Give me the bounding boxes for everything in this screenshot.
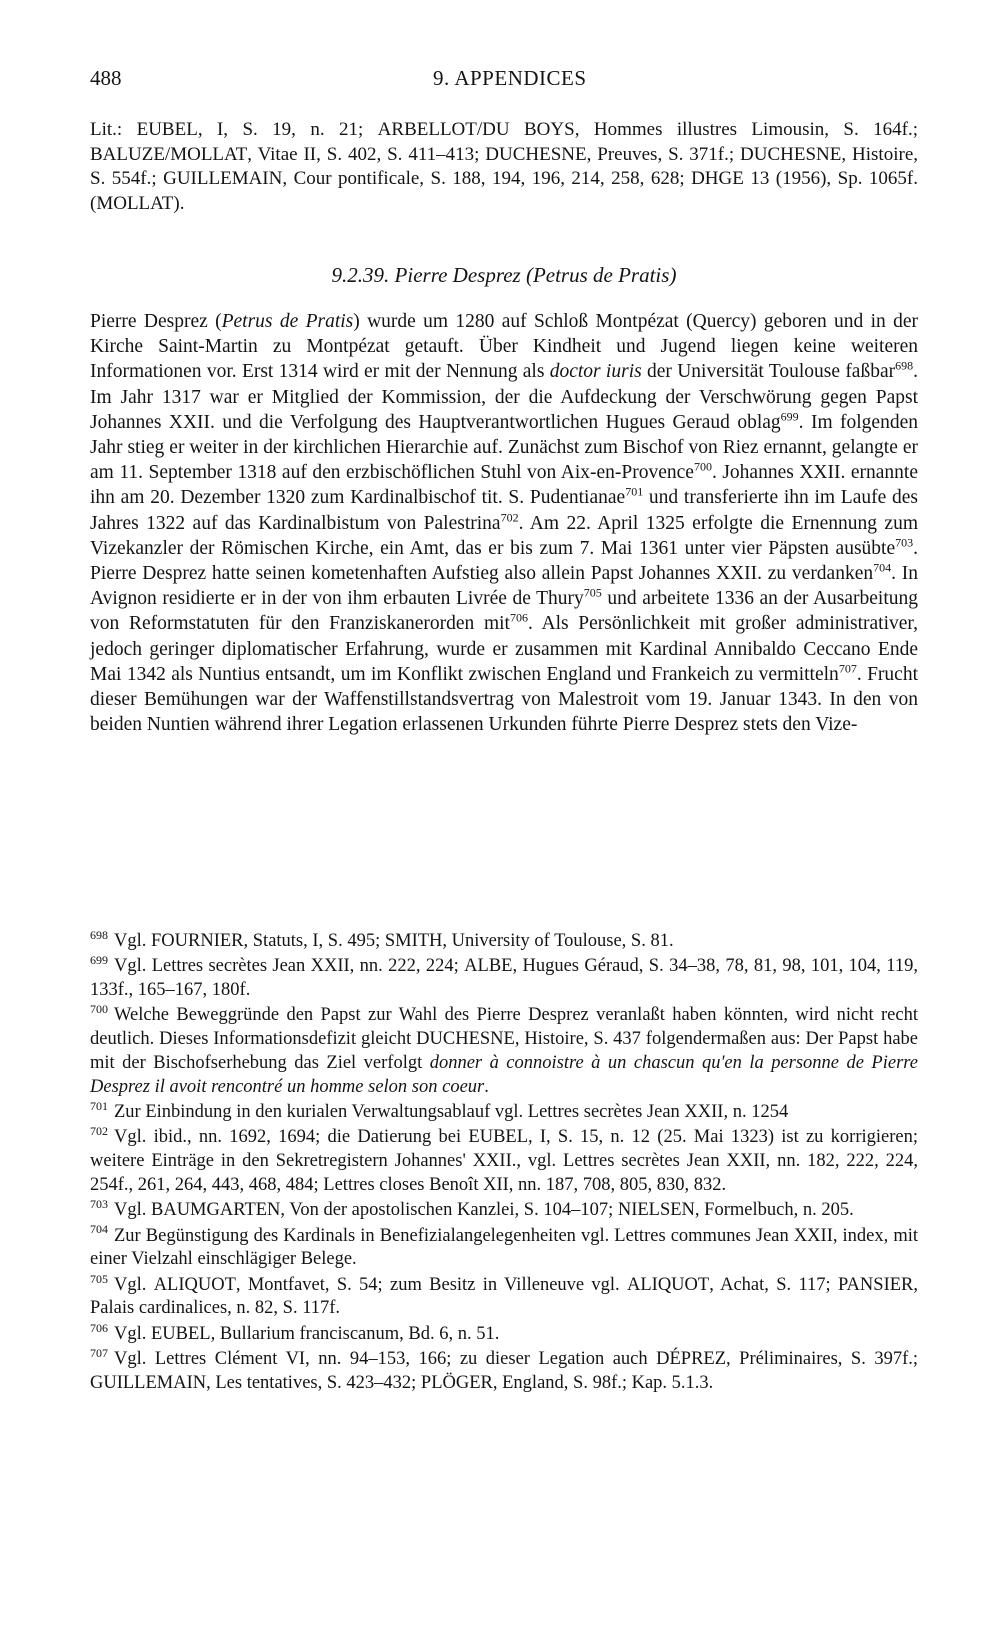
footnote-707 [90,1345,918,1396]
footnote-author: FOURNIER [151,931,244,951]
footnote-text: , Palais cardinalices, n. 82, S. 117f. [90,1274,918,1319]
lit-text: , Vitae II, S. 402, S. 411–413; [247,143,486,165]
footnote-ref[interactable]: 702 [500,510,519,525]
body-text: und transferierte ihn im Laufe des Jahres 1322 auf das Kardinalbistum von Palestrina [90,487,918,534]
footnote-ref[interactable]: 698 [895,358,914,373]
footnote-text: , Formelbuch, n. 205. [694,1200,854,1221]
footnote-text: , Montfavet, S. 54; zum Besitz in Villeneuve vgl. [235,1274,627,1295]
body-text: Pierre Desprez ( [90,311,222,332]
lit-author: DUCHESNE [485,143,587,165]
footnote-ref[interactable]: 699 [780,409,799,424]
footnote-text: Vgl. [114,1323,151,1344]
lit-author: MOLLAT [96,192,174,214]
body-text: . Johannes XXII. ernannte ihn am 20. Dezember 1320 zum Kardinalbischof tit. S. Pudentianae [90,462,919,509]
footnotes [90,927,918,1397]
lit-text: , Hommes illustres Limousin, S. 164f.; [574,119,918,140]
footnote-text: , Histoire, S. 437 folgendermaßen aus: Der Papst habe mit der Bischofserhebung das Ziel verfolgt [90,1029,918,1073]
footnote-text: , Les tentatives, S. 423–432; [206,1372,421,1393]
footnote-text: , Statuts, I, S. 495; [243,931,385,951]
literature-list [90,118,918,216]
footnote-number: 706 [90,1320,108,1335]
lit-author: ARBELLOT/DU BOYS [377,119,575,140]
footnote-author: ALBE [464,956,513,977]
footnote-703 [90,1199,918,1223]
body-text: . Im folgenden Jahr stieg er weiter in der kirchlichen Hierarchie auf. Zunächst zum Bischof von Riez ernannt, gelangte er am 11. September 1318 auf den erzbischöflichen Stuhl von Aix-en-Provence [90,411,918,484]
footnote-author: ALIQUOT [153,1274,236,1295]
body-italic: Petrus de Pratis [221,311,354,332]
footnote-text: . [484,1076,489,1097]
body-paragraph [90,309,918,737]
lit-author: EUBEL [136,119,198,140]
footnote-number: 705 [90,1271,108,1286]
footnote-705 [90,1271,918,1322]
footnote-author: NIELSEN [617,1200,695,1221]
footnote-number: 701 [90,1098,108,1113]
body-text: . Als Persönlichkeit mit großer administrativer, jedoch geringer diplomatischer Erfahrung, wurde er zusammen mit Kardinal Annibaldo Ceccano Ende Mai 1342 als Nuntius entsandt, um im Konflikt zwischen England und Frankeich zu vermitteln [90,613,918,685]
body-text: . Frucht dieser Bemühungen war der Waffenstillstandsvertrag von Malestroit vom 19. Januar 1343. In den von beiden Nuntien während ihrer Legation erlassenen Urkunden führte Pierre Desprez stets den Vize- [90,663,919,736]
body-text: und arbeitete 1336 an der Ausarbeitung von Reformstatuten für den Franziskanerorden mit [90,588,919,635]
footnote-text: Welche Beweggründe den Papst zur Wahl des Pierre Desprez veranlaßt haben könnten, wird nicht recht deutlich. Dieses Informationsdefizit gleicht [90,1005,918,1050]
footnote-text: , Von der apostolischen Kanzlei, S. 104–107; [280,1200,618,1221]
footnote-ref[interactable]: 703 [895,535,914,550]
footnote-number: 702 [90,1124,108,1139]
footnote-698 [90,927,918,954]
footnote-text: Vgl. [114,931,151,951]
footnote-number: 703 [90,1197,108,1212]
footnote-text: Vgl. Lettres secrètes Jean XXII, nn. 222, 224; [114,956,465,977]
footnote-699 [90,955,918,1003]
footnote-702 [90,1126,918,1197]
footnote-author: GUILLEMAIN [90,1372,207,1393]
body-text: . Im Jahr 1317 war er Mitglied der Kommission, der die Aufdeckung der Verschwörung gegen Papst Johannes XXII. und die Verfolgung des Hauptverantwortlichen Hugues Geraud oblag [90,361,918,433]
footnote-706 [90,1320,918,1347]
footnote-author: PANSIER [837,1274,914,1295]
footnote-author: DUCHESNE [416,1029,515,1050]
book-page [90,60,919,1393]
footnote-700 [90,1004,918,1099]
footnote-ref[interactable]: 707 [838,661,857,676]
footnote-ref[interactable]: 705 [583,585,602,600]
lit-author: BALUZE/MOLLAT [90,143,248,165]
lit-text: , I, S. 19, n. 21; [197,119,378,140]
footnote-ref[interactable]: 700 [693,459,712,474]
lit-label: Lit.: [90,119,137,140]
lit-text: ). [173,192,185,214]
footnote-ref[interactable]: 704 [873,560,892,575]
footnote-text: , Préliminaires, S. 397f.; [726,1349,918,1370]
footnote-text: , Hugues Géraud, S. 34–38, 78, 81, 98, 101, 104, 119, 133f., 165–167, 180f. [90,956,918,1001]
footnote-text: Zur Einbindung in den kurialen Verwaltungsablauf vgl. Lettres secrètes Jean XXII, n. 1254 [114,1102,789,1123]
section-heading [90,261,918,289]
footnote-author: BAUMGARTEN [151,1200,281,1221]
footnote-author: DÉPREZ [656,1349,727,1370]
footnote-ref[interactable]: 706 [509,610,528,625]
lit-author: DUCHESNE [740,143,842,165]
footnote-number: 704 [90,1222,108,1237]
footnote-author: PLÖGER [420,1372,493,1393]
footnote-author: ALIQUOT [627,1274,710,1295]
footnote-text: Zur Begünstigung des Kardinals in Benefizialangelegenheiten vgl. Lettres communes Jean XXII, index, mit einer Vielzahl einschlägiger Belege. [90,1225,918,1270]
page-header [90,60,918,100]
footnote-text: Vgl. [114,1200,151,1221]
footnote-author: SMITH [384,931,443,951]
lit-text: , Preuves, S. 371f.; [586,143,741,165]
lit-text: , Histoire, S. 554f.; [90,143,918,189]
body-text: . Pierre Desprez hatte seinen kometenhaften Aufstieg also allein Papst Johannes XXII. zu verdanken [90,537,918,585]
footnote-author: EUBEL [468,1127,529,1148]
section-title: Pierre Desprez (Petrus de Pratis) [389,263,677,287]
body-italic: doctor iuris [549,361,642,383]
footnote-701 [90,1098,918,1125]
footnote-number: 707 [90,1345,108,1360]
footnote-text: , Achat, S. 117; [709,1274,838,1295]
footnote-text: , University of Toulouse, S. 81. [442,931,674,951]
footnote-text: , Bullarium franciscanum, Bd. 6, n. 51. [210,1323,500,1344]
page-number: 488 [90,66,122,90]
body-text: ) wurde um 1280 auf Schloß Montpézat (Quercy) geboren und in der Kirche Saint-Martin zu Montpézat getauft. Über Kindheit und Jugend liegen keine weiteren Informationen vor. Erst 1314 wird er mit der Nennung als [90,311,919,383]
body-text: . In Avignon residierte er in der von ihm erbauten Livrée de Thury [90,563,918,610]
body-text: der Universität Toulouse faßbar [641,361,896,383]
footnote-text: Vgl. [114,1274,154,1295]
lit-author: GUILLEMAIN [163,168,283,189]
footnote-number: 700 [90,1002,108,1017]
running-title: 9. APPENDICES [433,66,587,90]
footnote-ref[interactable]: 701 [625,484,644,499]
footnote-author: EUBEL [151,1323,211,1344]
footnote-number: 699 [90,953,108,968]
footnote-text: Vgl. ibid., nn. 1692, 1694; die Datierung bei [114,1127,469,1148]
footnote-quote: donner à connoistre à un chascun qu'en la personne de Pierre Desprez il avoit rencontré un homme selon son coeur [90,1052,918,1097]
lit-text: , Cour pontificale, S. 188, 194, 196, 214, 258, 628; DHGE 13 (1956), Sp. 1065f. ( [90,168,918,214]
footnote-text: , England, S. 98f.; Kap. 5.1.3. [492,1372,714,1393]
footnote-number: 698 [90,927,108,942]
footnote-704 [90,1222,918,1273]
footnote-text: Vgl. Lettres Clément VI, nn. 94–153, 166; zu dieser Legation auch [114,1349,657,1370]
section-number: 9.2.39. [331,263,390,287]
footnote-text: , I, S. 15, n. 12 (25. Mai 1323) ist zu korrigieren; weitere Einträge in den Sekretregistern Johannes' XXII., vgl. Lettres secrètes Jean XXII, nn. 182, 222, 224, 254f., 261, 264, 443, 468, 484; Lettres closes Benoît XII, nn. 187, 708, 805, 830, 832. [90,1127,918,1195]
body-text: . Am 22. April 1325 erfolgte die Ernennung zum Vizekanzler der Römischen Kirche, ein Amt, das er bis zum 7. Mai 1361 unter vier Päpsten ausübte [90,512,918,559]
